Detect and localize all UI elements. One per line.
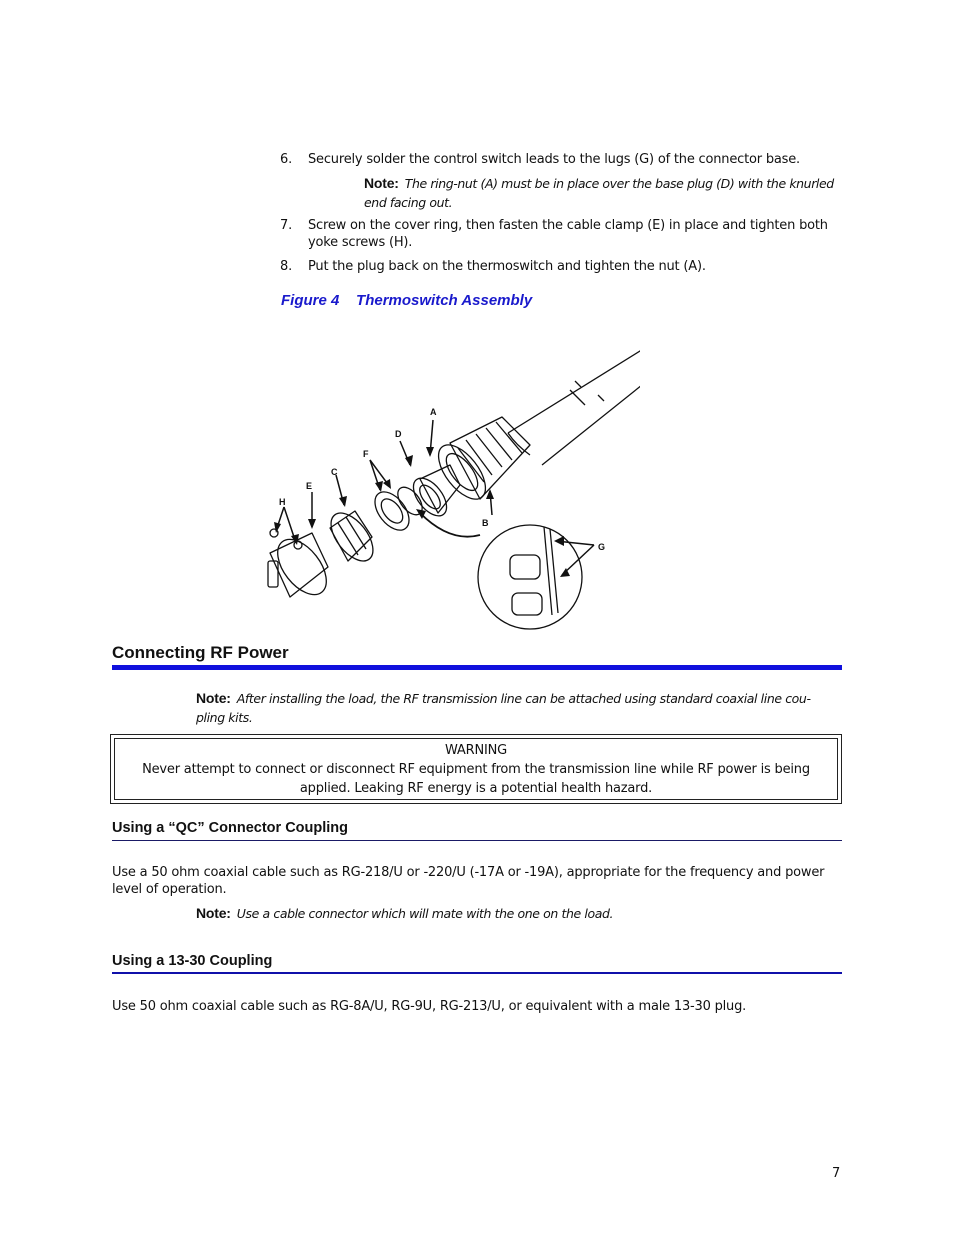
label-b: B (482, 518, 489, 528)
label-f: F (363, 449, 369, 459)
section-title: Connecting RF Power (112, 643, 289, 662)
cable-clamp-e (268, 529, 336, 603)
warning-box (110, 734, 842, 804)
label-a: A (430, 407, 437, 417)
figure-number: Figure 4 (281, 292, 340, 309)
qc-subsection-title: Using a “QC” Connector Coupling (112, 820, 349, 836)
qc-note (196, 905, 836, 923)
label-c: C (331, 467, 338, 477)
label-e: E (306, 481, 313, 491)
warning-inner (114, 738, 838, 800)
step-number: 8. (280, 259, 293, 274)
step-text: Put the plug back on the thermoswitch and tighten the nut (A). (308, 259, 706, 274)
note-label: Note: (196, 690, 231, 706)
coupling-1330-rule (112, 972, 842, 974)
note-text: After installing the load, the RF transmission line can be attached using standard coaxial line cou-pling kits. (196, 691, 811, 725)
label-d: D (395, 429, 402, 439)
coupling-1330-title: Using a 13-30 Coupling (112, 953, 273, 969)
ring-nut-a (430, 417, 530, 507)
page-number: 7 (832, 1166, 841, 1181)
cover-ring-c (323, 506, 381, 569)
note-text: The ring-nut (A) must be in place over the base plug (D) with the knurled end facing out. (364, 176, 834, 210)
note-coupling-kits (196, 689, 836, 728)
step-text: Securely solder the control switch leads to the lugs (G) of the connector base. (308, 152, 800, 167)
qc-paragraph: Use a 50 ohm coaxial cable such as RG-218/U or -220/U (-17A or -19A), appropriate for the frequency and power level of operation. (112, 865, 825, 897)
note-label: Note: (364, 175, 399, 191)
step-text: Screw on the cover ring, then fasten the cable clamp (E) in place and tighten both yoke screws (H). (308, 218, 828, 250)
lug-inset-g (478, 525, 582, 629)
step-number: 7. (280, 218, 293, 233)
step-number: 6. (280, 152, 293, 167)
section-rule (112, 665, 842, 670)
label-g: G (598, 542, 606, 552)
label-h: H (279, 497, 286, 507)
figure-title: Thermoswitch Assembly (356, 292, 533, 309)
warning-text: Never attempt to connect or disconnect RF equipment from the transmission line while RF power is being applied. Leaking RF energy is a potential health hazard. (142, 762, 810, 796)
coupling-1330-paragraph: Use 50 ohm coaxial cable such as RG-8A/U, RG-9U, RG-213/U, or equivalent with a male 13-30 plug. (112, 999, 747, 1014)
thermoswitch-assembly-figure (240, 315, 640, 630)
note-text: Use a cable connector which will mate with the one on the load. (236, 906, 614, 921)
note-label: Note: (196, 905, 231, 921)
warning-title: WARNING (444, 743, 508, 758)
note-ring-nut (364, 174, 844, 213)
figure-caption (281, 292, 532, 309)
qc-rule (112, 840, 842, 841)
